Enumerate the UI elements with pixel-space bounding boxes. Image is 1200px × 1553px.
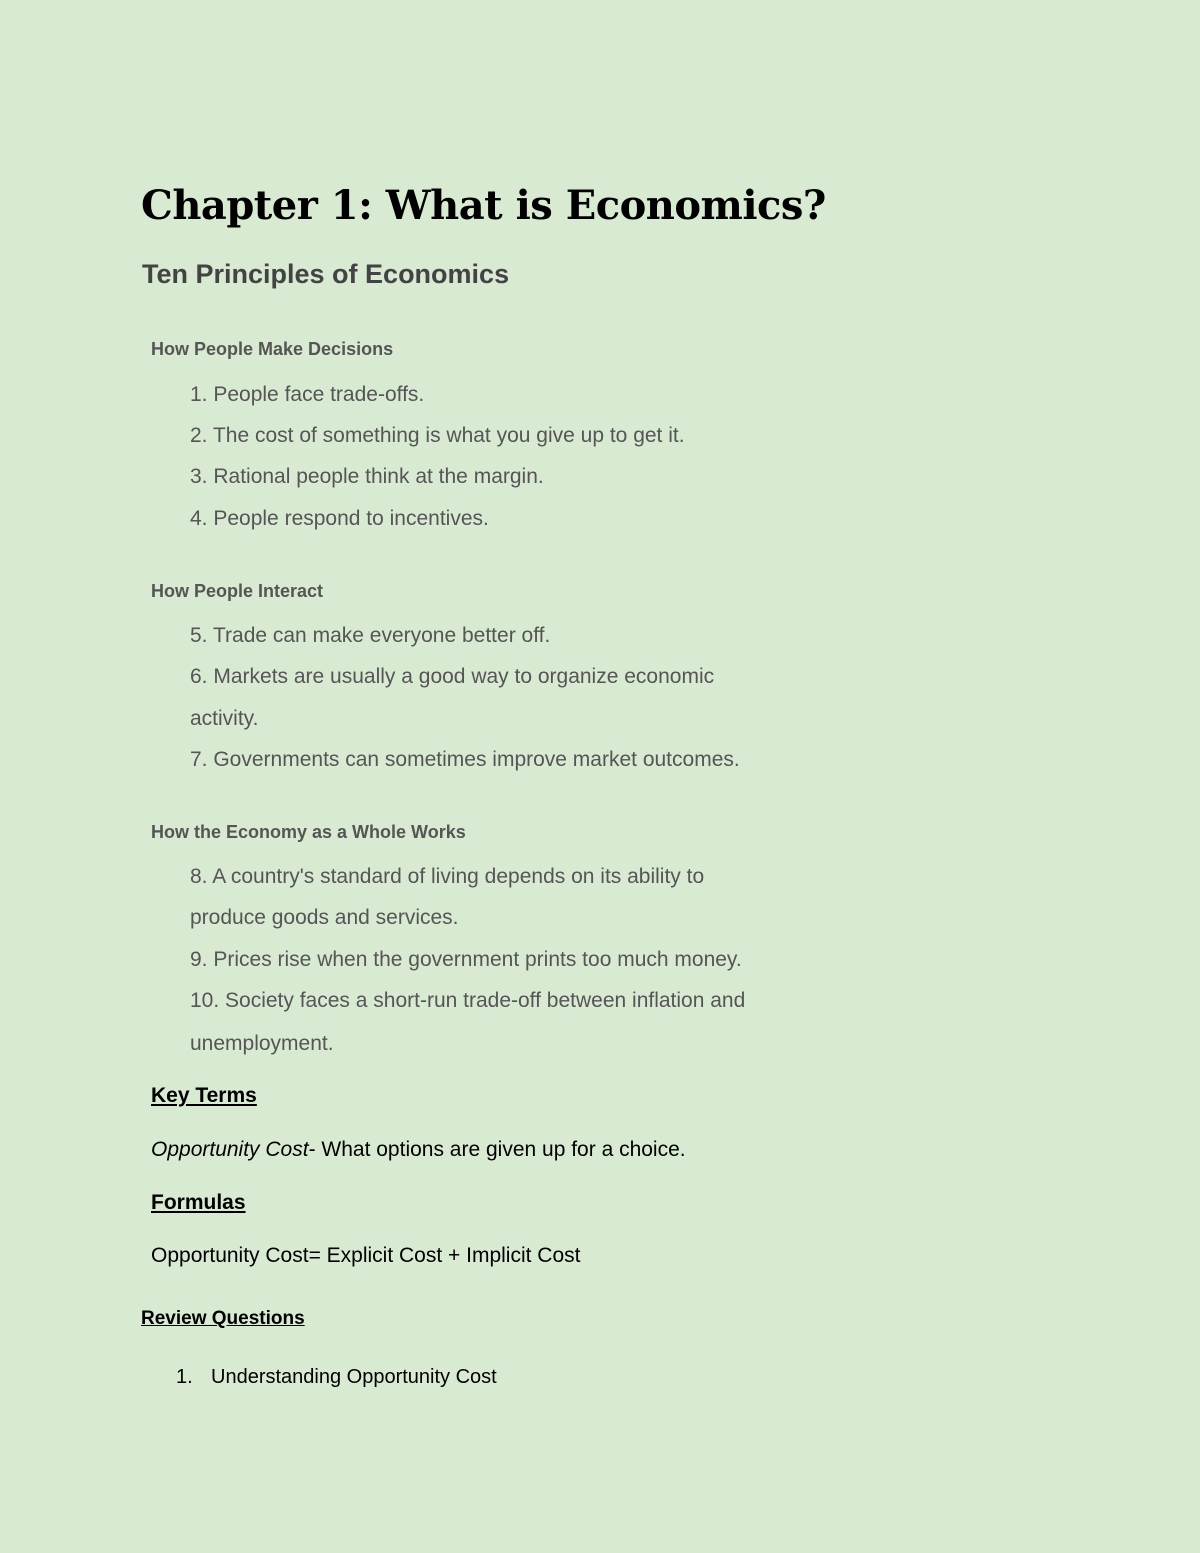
key-terms-heading: Key Terms — [151, 1084, 257, 1107]
principle-line: 9. Prices rise when the government prints too much money. — [190, 948, 742, 971]
principle-line: 8. A country's standard of living depends on its ability to — [190, 865, 705, 888]
principle-line: produce goods and services. — [190, 906, 459, 929]
principle-line: 5. Trade can make everyone better off. — [190, 624, 551, 647]
principle-line: unemployment. — [190, 1032, 334, 1055]
key-term-entry — [151, 1136, 686, 1164]
review-questions-heading: Review Questions — [141, 1308, 305, 1329]
principle-line: 2. The cost of something is what you give up to get it. — [190, 424, 685, 447]
principle-line: 6. Markets are usually a good way to organize economic — [190, 665, 715, 688]
section-heading-economy: How the Economy as a Whole Works — [151, 822, 466, 842]
review-question-item — [176, 1363, 497, 1391]
principle-line: 3. Rational people think at the margin. — [190, 465, 544, 488]
key-term-definition: - What options are given up for a choice. — [308, 1138, 686, 1161]
section-heading-decisions: How People Make Decisions — [151, 339, 394, 359]
page-subtitle: Ten Principles of Economics — [142, 259, 510, 289]
principle-line: activity. — [190, 707, 259, 730]
principle-line: 1. People face trade-offs. — [190, 383, 425, 406]
principle-line: 4. People respond to incentives. — [190, 507, 489, 530]
review-question-text: Understanding Opportunity Cost — [211, 1366, 497, 1388]
key-term-name: Opportunity Cost — [151, 1138, 309, 1161]
review-question-number: 1. — [176, 1366, 193, 1388]
formula-text: Opportunity Cost= Explicit Cost + Implicit Cost — [151, 1244, 581, 1267]
page-title: Chapter 1: What is Economics? — [141, 182, 826, 229]
principle-line: 10. Society faces a short-run trade-off between inflation and — [190, 989, 746, 1012]
principle-line: 7. Governments can sometimes improve market outcomes. — [190, 748, 740, 771]
formulas-heading: Formulas — [151, 1191, 246, 1214]
section-heading-interact: How People Interact — [151, 581, 324, 601]
